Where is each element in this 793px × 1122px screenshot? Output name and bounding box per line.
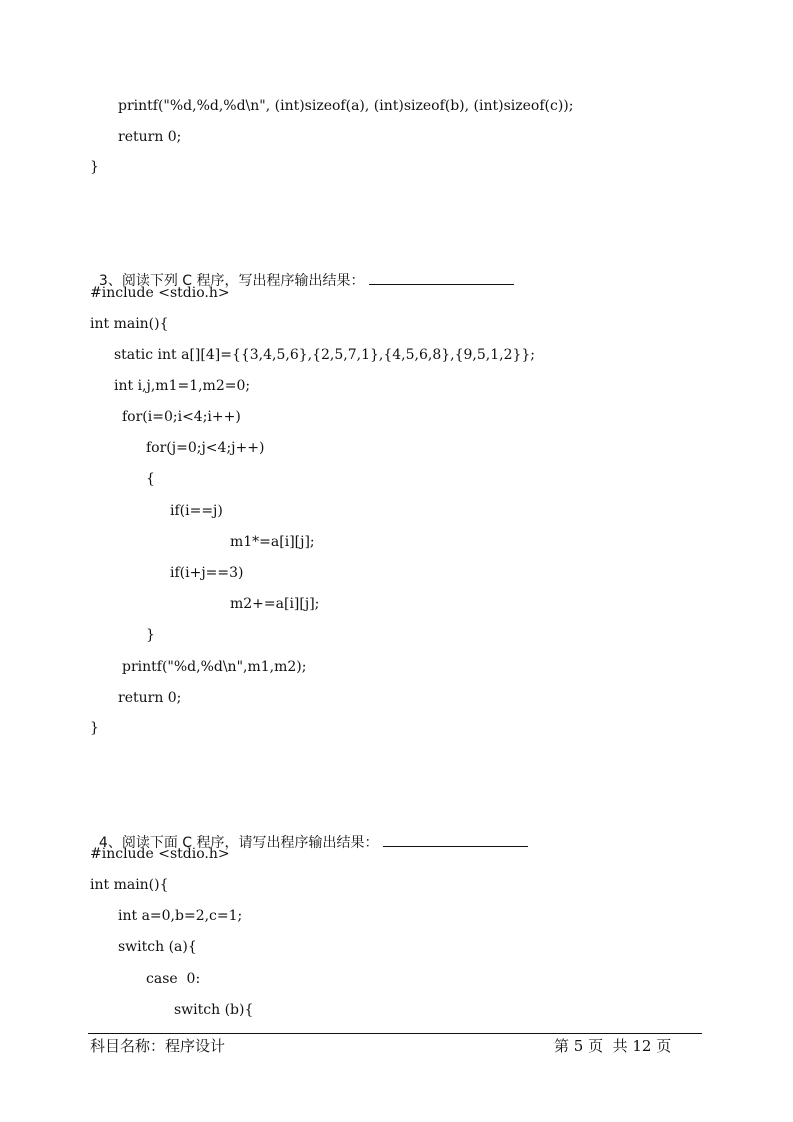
code-line: int a=0,b=2,c=1; <box>118 908 243 924</box>
code-line: int main(){ <box>90 316 169 332</box>
code-line: switch (a){ <box>118 939 197 955</box>
code-line: int i,j,m1=1,m2=0; <box>114 378 251 394</box>
code-line: case 0: <box>146 971 201 987</box>
footer-rule <box>88 1033 702 1034</box>
answer-blank-4 <box>383 832 528 847</box>
code-line: m1*=a[i][j]; <box>230 534 315 550</box>
code-line: m2+=a[i][j]; <box>230 596 320 612</box>
code-line: static int a[][4]={{3,4,5,6},{2,5,7,1},{4,5,6,8},{9,5,1,2}}; <box>114 347 536 363</box>
code-line: } <box>90 159 99 175</box>
code-line: printf("%d,%d\n",m1,m2); <box>122 659 307 675</box>
code-line: if(i+j==3) <box>170 565 244 581</box>
code-line: } <box>146 627 155 643</box>
code-line: #include <stdio.h> <box>90 846 230 862</box>
code-line: } <box>90 720 99 736</box>
footer-page-number: 第 5 页 共 12 页 <box>554 1037 672 1055</box>
answer-blank-3 <box>369 270 514 285</box>
code-line: for(j=0;j<4;j++) <box>146 440 265 456</box>
question-3-text: 3、阅读下列 C 程序，写出程序输出结果： <box>98 273 365 289</box>
code-line: int main(){ <box>90 877 169 893</box>
code-line: return 0; <box>118 690 182 706</box>
code-line: if(i==j) <box>170 503 223 519</box>
footer-subject: 科目名称：程序设计 <box>90 1037 226 1055</box>
code-line: printf("%d,%d,%d\n", (int)sizeof(a), (int)sizeof(b), (int)sizeof(c)); <box>118 98 574 114</box>
code-line: return 0; <box>118 129 182 145</box>
code-line: #include <stdio.h> <box>90 285 230 301</box>
code-line: { <box>146 471 155 487</box>
code-line: switch (b){ <box>174 1002 254 1018</box>
code-line: for(i=0;i<4;i++) <box>122 409 241 425</box>
question-4-text: 4、阅读下面 C 程序，请写出程序输出结果： <box>98 835 379 851</box>
